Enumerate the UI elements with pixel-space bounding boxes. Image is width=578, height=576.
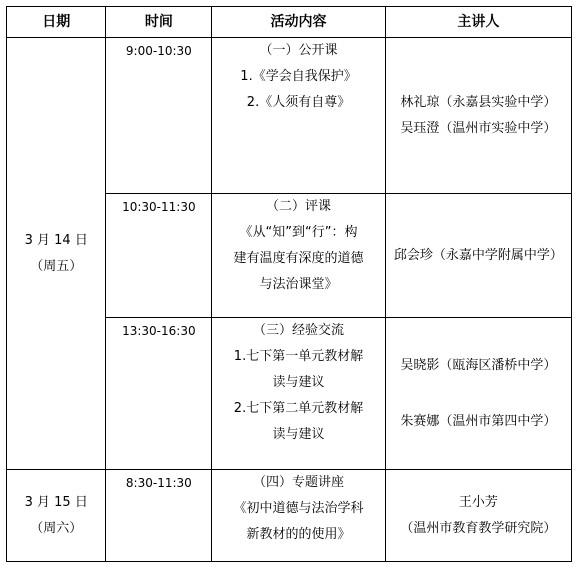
speaker-cell: [385, 38, 571, 194]
speaker-name: 吴珏澄（温州市实验中学）: [400, 120, 557, 136]
date-label: 3 月 14 日: [24, 232, 88, 248]
activity-line: （三）经验交流: [253, 323, 345, 338]
header-time: 时间: [106, 7, 212, 38]
header-activity: 活动内容: [212, 7, 386, 38]
activity-cell: [212, 318, 386, 470]
activity-line: 2.《人须有自尊》: [246, 95, 351, 110]
speaker-name: 吴晓影（瓯海区潘桥中学）: [400, 357, 557, 373]
activity-line: 1.《学会自我保护》: [240, 69, 357, 84]
date-cell-day1: [7, 38, 106, 470]
header-date: 日期: [7, 7, 106, 38]
speaker-cell: [385, 318, 571, 470]
activity-line: 1.七下第一单元教材解: [233, 349, 364, 364]
activity-line: 《初中道德与法治学科: [233, 501, 364, 516]
weekday-label: （周六）: [30, 520, 83, 536]
time-cell: 9:00-10:30: [106, 38, 212, 194]
weekday-label: （周五）: [30, 258, 83, 274]
speaker-name: 王小芳: [458, 494, 498, 510]
speaker-cell: [385, 194, 571, 318]
header-row: [7, 7, 572, 38]
activity-line: （四）专题讲座: [253, 475, 345, 490]
activity-line: 2.七下第二单元教材解: [233, 401, 364, 416]
table-row: [7, 470, 572, 562]
speaker-name: 林礼琼（永嘉县实验中学）: [400, 94, 557, 110]
activity-line: 读与建议: [272, 375, 325, 390]
header-speaker: 主讲人: [385, 7, 571, 38]
activity-line: 《从“知”到“行”：构: [239, 225, 358, 240]
activity-cell: [212, 194, 386, 318]
time-cell: 13:30-16:30: [106, 318, 212, 470]
activity-line: 读与建议: [272, 427, 325, 442]
speaker-name: 朱赛娜（温州市第四中学）: [400, 413, 557, 429]
activity-line: 建有温度有深度的道德: [233, 251, 364, 266]
table-row: [7, 38, 572, 194]
activity-cell: [212, 38, 386, 194]
time-cell: 10:30-11:30: [106, 194, 212, 318]
activity-line: （二）评课: [266, 199, 332, 214]
speaker-cell: [385, 470, 571, 562]
activity-cell: [212, 470, 386, 562]
date-label: 3 月 15 日: [24, 494, 88, 510]
speaker-name: 邱会珍（永嘉中学附属中学）: [393, 247, 563, 263]
time-cell: 8:30-11:30: [106, 470, 212, 562]
activity-line: （一）公开课: [259, 43, 338, 58]
schedule-table: [6, 6, 572, 562]
activity-line: 新教材的的使用》: [246, 527, 351, 542]
date-cell-day2: [7, 470, 106, 562]
speaker-affiliation: （温州市教育教学研究院）: [400, 520, 557, 536]
activity-line: 与法治课堂》: [259, 277, 338, 292]
